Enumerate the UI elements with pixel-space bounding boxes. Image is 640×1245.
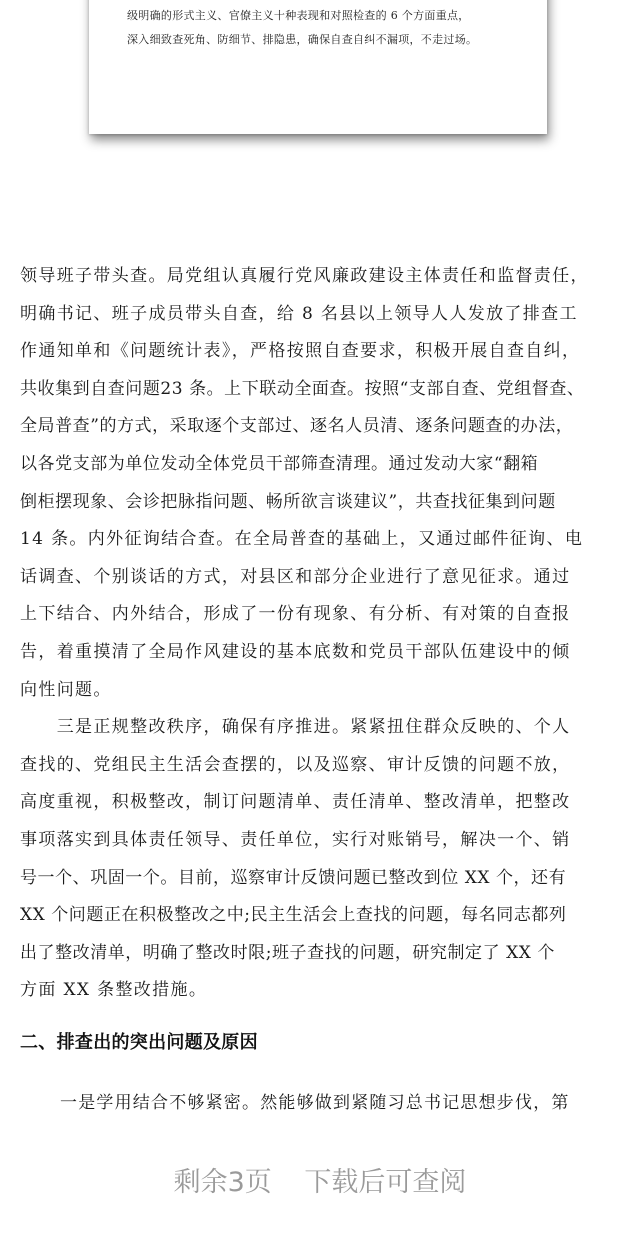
download-hint-label[interactable]: 下载后可查阅	[304, 1167, 467, 1198]
text-line: 事项落实到具体责任领导、责任单位，实行对账销号，解决一个、销	[20, 829, 571, 850]
text-line: 14 条。内外征询结合查。在全局普查的基础上，又通过邮件征询、电	[20, 529, 584, 550]
text-line: 明确书记、班子成员带头自查，给 8 名县以上领导人人发放了排查工	[20, 303, 578, 324]
remaining-pages-label[interactable]: 剩余3页	[173, 1167, 272, 1198]
text-line: 号一个、巩固一个。目前，巡察审计反馈问题已整改到位 XX 个，还有	[20, 867, 567, 888]
text-line: 共收集到自查问题23 条。上下联动全面查。按照“支部自查、党组督查、	[20, 378, 585, 399]
text-line: 出了整改清单，明确了整改时限;班子查找的问题，研究制定了 XX 个	[20, 942, 555, 963]
text-line: 向性问题。	[20, 679, 112, 700]
preview-card-text	[127, 4, 527, 52]
text-line: 上下结合、内外结合，形成了一份有现象、有分析、有对策的自查报	[20, 604, 571, 625]
paragraph-2	[20, 709, 622, 1010]
document-body	[20, 258, 622, 1010]
text-line: 高度重视，积极整改，制订问题清单、责任清单、整改清单，把整改	[20, 792, 571, 813]
text-line: 三是正规整改秩序，确保有序推进。紧紧扭住群众反映的、个人	[20, 717, 571, 738]
text-line: 告，着重摸清了全局作风建设的基本底数和党员干部队伍建设中的倾	[20, 641, 571, 662]
document-preview-card	[89, 0, 547, 134]
text-line: 查找的、党组民主生活会查摆的，以及巡察、审计反馈的问题不放，	[20, 754, 571, 775]
section-heading: 二、排查出的突出问题及原因	[20, 1032, 258, 1053]
text-line: 倒柜摆现象、会诊把脉指问题、畅所欲言谈建议”，共查找征集到问题	[20, 491, 556, 512]
section-first-line: 一是学用结合不够紧密。然能够做到紧随习总书记思想步伐，第	[60, 1093, 570, 1113]
text-line: 全局普查”的方式，采取逐个支部过、逐名人员清、逐条问题查的办法，	[20, 416, 574, 437]
text-line: 以各党支部为单位发动全体党员干部筛查清理。通过发动大家“翻箱	[20, 453, 539, 474]
text-line: XX 个问题正在积极整改之中;民主生活会上查找的问题，每名同志都列	[20, 905, 567, 926]
preview-line: 级明确的形式主义、官僚主义十种表现和对照检查的 6 个方面重点，	[127, 9, 470, 22]
text-line: 方面 XX 条整改措施。	[20, 980, 208, 1001]
paragraph-1	[20, 258, 622, 709]
preview-line: 深入细致查死角、防细节、排隐患，确保自查自纠不漏项，不走过场。	[127, 33, 478, 46]
read-more-banner[interactable]	[0, 1160, 640, 1199]
text-line: 话调查、个别谈话的方式，对县区和部分企业进行了意见征求。通过	[20, 566, 571, 587]
text-line: 领导班子带头查。局党组认真履行党风廉政建设主体责任和监督责任，	[20, 266, 589, 286]
text-line: 作通知单和《问题统计表》，严格按照自查要求，积极开展自查自纠，	[20, 341, 581, 362]
